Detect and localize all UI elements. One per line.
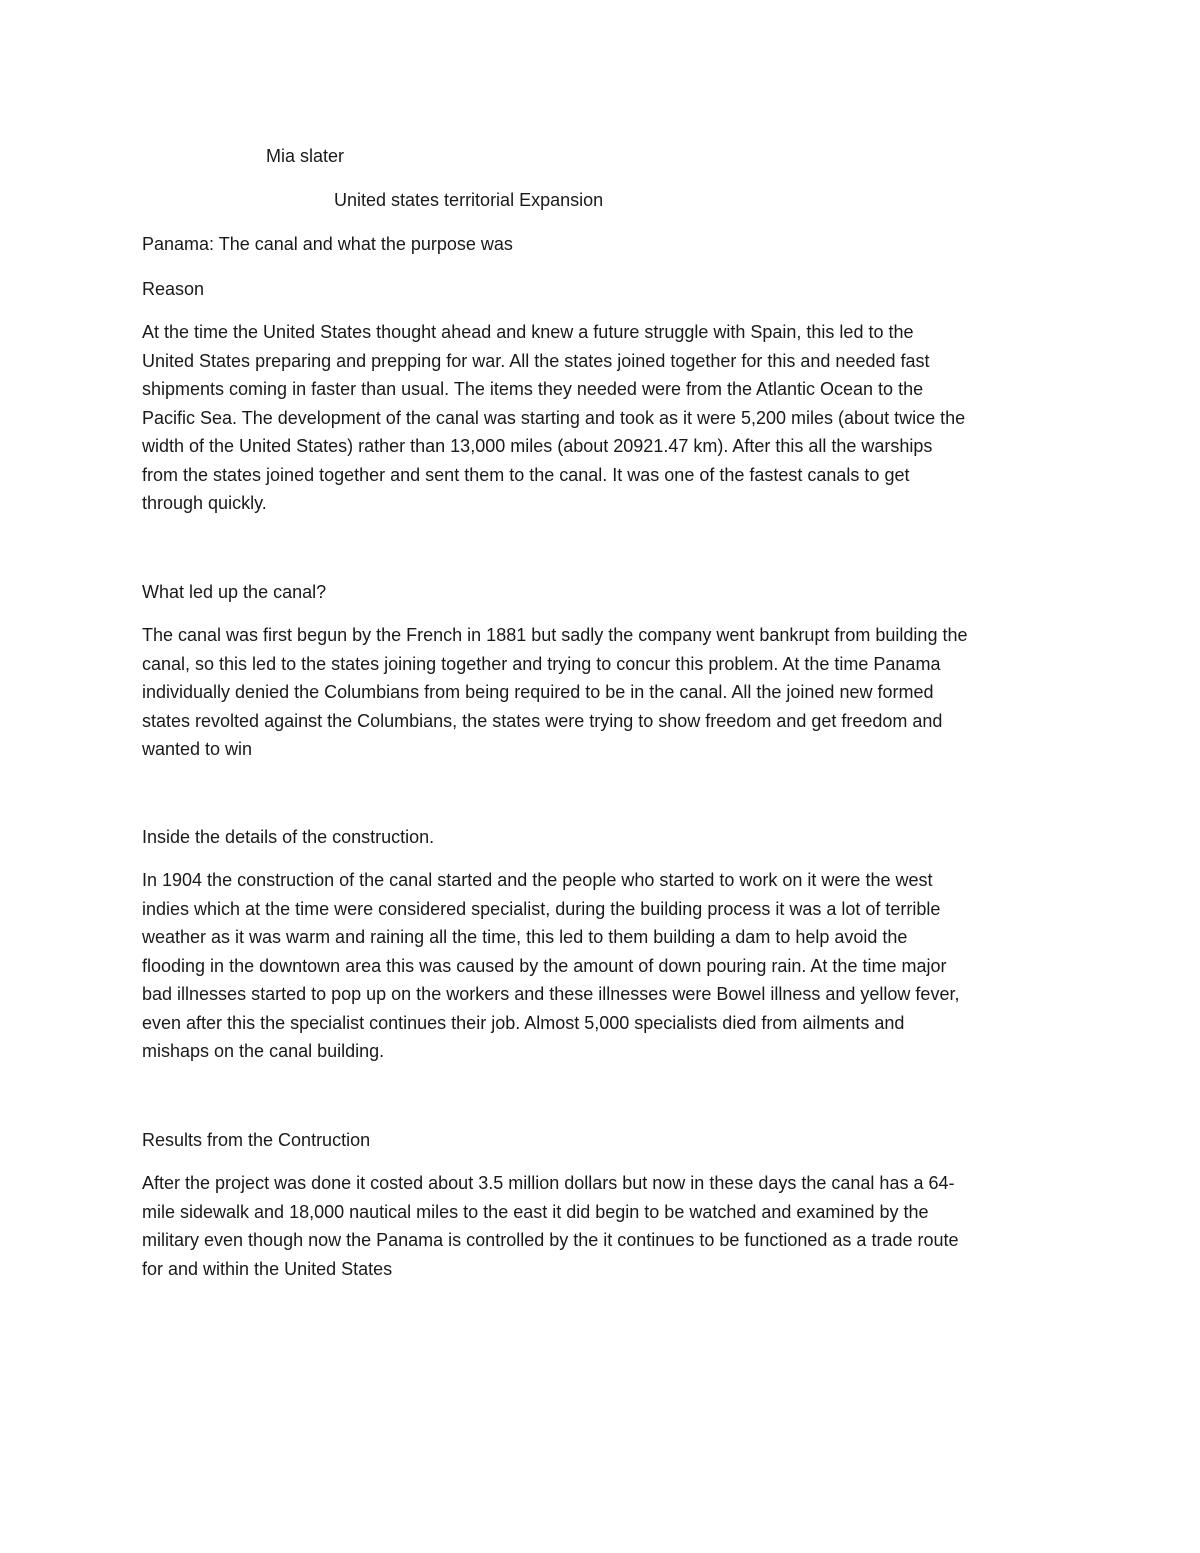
paragraph-line: canal, so this led to the states joining together and trying to concur this problem. At the time Panama — [142, 653, 941, 674]
paragraph-line: shipments coming in faster than usual. The items they needed were from the Atlantic Ocean to the — [142, 379, 924, 399]
paragraph-line: even after this the specialist continues their job. Almost 5,000 specialists died from ailments and — [142, 1012, 905, 1033]
section-heading-construction-details: Inside the details of the construction. — [142, 827, 435, 847]
section-heading-what-led-up: What led up the canal? — [142, 582, 327, 602]
section-paragraph-what-led-up — [142, 621, 1062, 764]
paragraph-line: mile sidewalk and 18,000 nautical miles to the east it did begin to be watched and examined by the — [142, 1201, 929, 1222]
paragraph-line: individually denied the Columbians from being required to be in the canal. All the joined new formed — [142, 682, 934, 702]
author-name: Mia slater — [266, 146, 345, 166]
paragraph-line: bad illnesses started to pop up on the workers and these illnesses were Bowel illness and yellow fever, — [142, 984, 960, 1004]
document-subtitle: Panama: The canal and what the purpose was — [142, 234, 513, 254]
section-heading-results: Results from the Contruction — [142, 1130, 371, 1150]
section-paragraph-reason — [142, 318, 1062, 518]
paragraph-line: flooding in the downtown area this was caused by the amount of down pouring rain. At the time major — [142, 955, 947, 976]
paragraph-line: mishaps on the canal building. — [142, 1041, 385, 1061]
section-paragraph-construction-details — [142, 866, 1062, 1066]
paragraph-line: indies which at the time were considered specialist, during the building process it was a lot of terrible — [142, 898, 941, 919]
paragraph-line: from the states joined together and sent them to the canal. It was one of the fastest canals to get — [142, 464, 910, 485]
paragraph-line: wanted to win — [142, 739, 253, 759]
paragraph-line: weather as it was warm and raining all the time, this led to them building a dam to help avoid the — [142, 927, 908, 947]
paragraph-line: In 1904 the construction of the canal started and the people who started to work on it were the west — [142, 870, 933, 890]
section-heading-reason: Reason — [142, 279, 205, 299]
paragraph-line: through quickly. — [142, 493, 267, 513]
paragraph-line: military even though now the Panama is controlled by the it continues to be functioned as a trade route — [142, 1230, 959, 1250]
paragraph-line: states revolted against the Columbians, the states were trying to show freedom and get freedom and — [142, 710, 943, 731]
paragraph-line: width of the United States) rather than 13,000 miles (about 20921.47 km). After this all the warships — [142, 436, 933, 456]
document-title: United states territorial Expansion — [334, 190, 604, 210]
paragraph-line: United States preparing and prepping for war. All the states joined together for this and needed fast — [142, 350, 930, 371]
paragraph-line: Pacific Sea. The development of the canal was starting and took as it were 5,200 miles (about twice the — [142, 407, 966, 428]
paragraph-line: At the time the United States thought ahead and knew a future struggle with Spain, this led to the — [142, 322, 914, 342]
paragraph-line: The canal was first begun by the French in 1881 but sadly the company went bankrupt from building the — [142, 625, 968, 645]
paragraph-line: After the project was done it costed about 3.5 million dollars but now in these days the canal has a 64- — [142, 1173, 955, 1193]
paragraph-line: for and within the United States — [142, 1258, 393, 1279]
section-paragraph-results — [142, 1169, 1062, 1283]
